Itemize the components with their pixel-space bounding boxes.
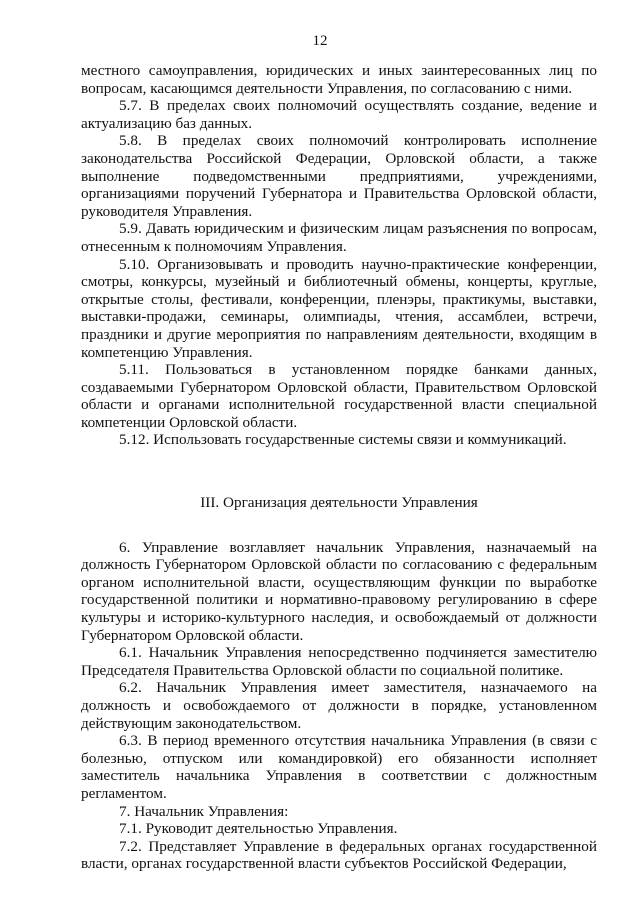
paragraph-6-2: 6.2. Начальник Управления имеет заместителя, назначаемого на должность и освобождаемого от должности в порядке, установленном действующим законодательством. <box>81 679 597 732</box>
paragraph-5-10: 5.10. Организовывать и проводить научно-практические конференции, смотры, конкурсы, музейный и библиотечный обмены, концерты, круглые, открытые столы, фестивали, конференции, пленэры, практикумы, выставки, выставки-продажи, семинары, олимпиады, чтения, ассамблеи, встречи, праздники и другие мероприятия по направлениям деятельности, входящим в компетенцию Управления. <box>81 255 597 361</box>
page-number: 12 <box>312 33 328 49</box>
document-body <box>81 62 597 873</box>
paragraph-5-7: 5.7. В пределах своих полномочий осуществлять создание, ведение и актуализацию баз данных. <box>81 97 597 132</box>
paragraph-5-9: 5.9. Давать юридическим и физическим лицам разъяснения по вопросам, отнесенным к полномочиям Управления. <box>81 220 597 255</box>
paragraph-continuation: местного самоуправления, юридических и иных заинтересованных лиц по вопросам, касающимся деятельности Управления, по согласованию с ними. <box>81 62 597 97</box>
paragraph-5-12: 5.12. Использовать государственные системы связи и коммуникаций. <box>119 431 567 449</box>
paragraph-7-2: 7.2. Представляет Управление в федеральных органах государственной власти, органах государственной власти субъектов Российской Федерации, <box>81 837 597 873</box>
paragraph-7-1: 7.1. Руководит деятельностью Управления. <box>119 820 398 838</box>
paragraph-7: 7. Начальник Управления: <box>119 802 289 820</box>
paragraph-6: 6. Управление возглавляет начальник Управления, назначаемый на должность Губернатором Орловской области по согласованию с федеральным органом исполнительной власти, осуществляющим функции по выработке государственной политики и нормативно-правовому регулированию в сфере культуры и историко-культурного наследия, и освобождаемый от должности Губернатором Орловской области. <box>81 538 597 644</box>
paragraph-5-11: 5.11. Пользоваться в установленном порядке банками данных, создаваемыми Губернатором Орловской области, Правительством Орловской области и органами исполнительной государственной власти специальной компетенции Орловской области. <box>81 361 597 431</box>
paragraph-5-8: 5.8. В пределах своих полномочий контролировать исполнение законодательства Российской Федерации, Орловской области, а также выполнение подведомственными предприятиями, учреждениями, организациями поручений Губернатора и Правительства Орловской области, руководителя Управления. <box>81 132 597 220</box>
paragraph-6-1: 6.1. Начальник Управления непосредственно подчиняется заместителю Председателя Правительства Орловской области по социальной политике. <box>81 644 597 679</box>
section-heading: III. Организация деятельности Управления <box>200 494 478 512</box>
paragraph-6-3: 6.3. В период временного отсутствия начальника Управления (в связи с болезнью, отпуском или командировкой) его обязанности исполняет заместитель начальника Управления в соответствии с должностным регламентом. <box>81 732 597 802</box>
